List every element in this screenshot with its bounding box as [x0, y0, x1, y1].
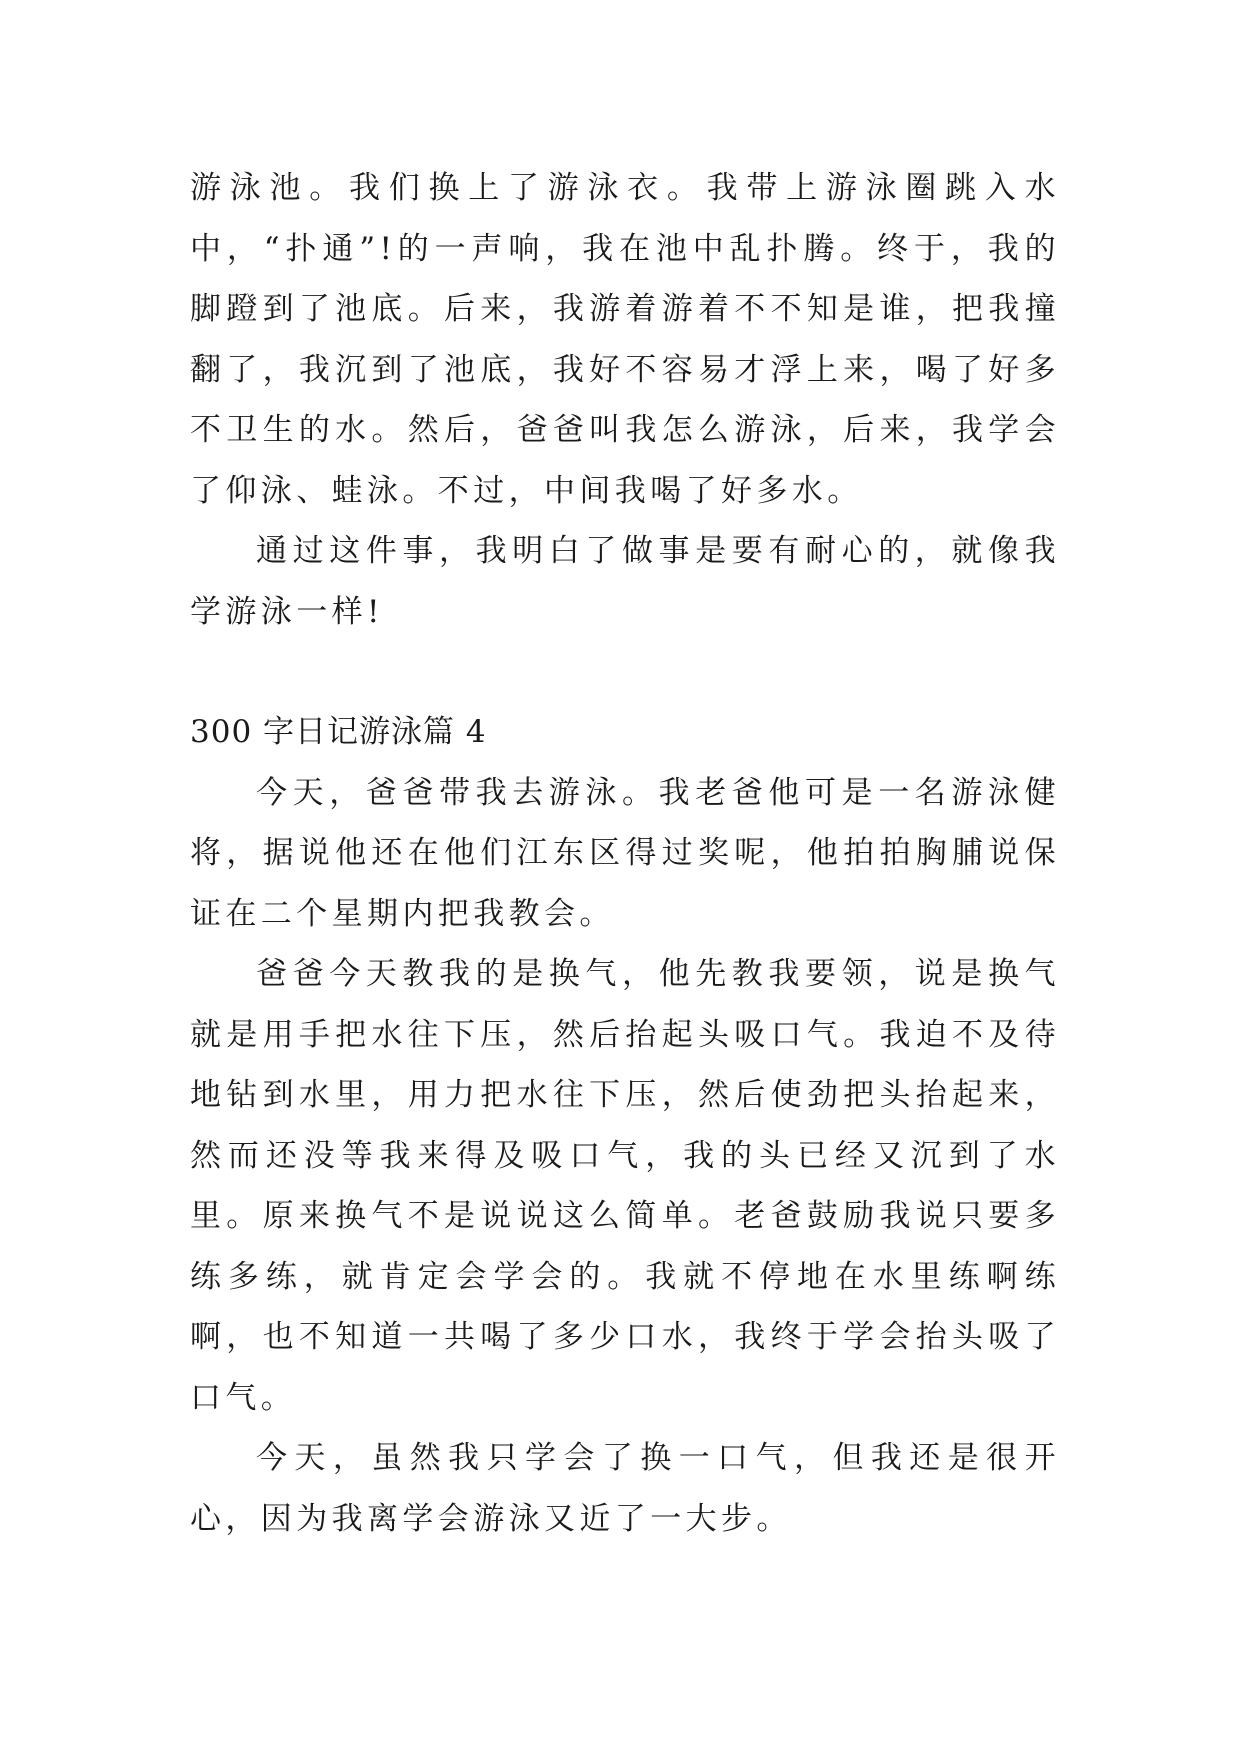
- paragraph-closing: 今天，虽然我只学会了换一口气，但我还是很开心，因为我离学会游泳又近了一大步。: [190, 1440, 1060, 1537]
- paragraph-conclusion: 通过这件事，我明白了做事是要有耐心的，就像我学游泳一样!: [190, 533, 1060, 630]
- document-body: [190, 158, 1060, 1549]
- section-heading: 300 字日记游泳篇 4: [190, 714, 487, 750]
- paragraph-continued: 游泳池。我们换上了游泳衣。我带上游泳圈跳入水中，“扑通”!的一声响，我在池中乱扑腾。终于，我的脚蹬到了池底。后来，我游着游着不不知是谁，把我撞翻了，我沉到了池底，我好不容易才浮上来，喝了好多不卫生的水。然后，爸爸叫我怎么游泳，后来，我学会了仰泳、蛙泳。不过，中间我喝了好多水。: [190, 170, 1060, 509]
- paragraph-body: 爸爸今天教我的是换气，他先教我要领，说是换气就是用手把水往下压，然后抬起头吸口气。我迫不及待地钻到水里，用力把水往下压，然后使劲把头抬起来，然而还没等我来得及吸口气，我的头已经又沉到了水里。原来换气不是说说这么简单。老爸鼓励我说只要多练多练，就肯定会学会的。我就不停地在水里练啊练啊，也不知道一共喝了多少口水，我终于学会抬头吸了口气。: [190, 956, 1060, 1416]
- paragraph-intro: 今天，爸爸带我去游泳。我老爸他可是一名游泳健将，据说他还在他们江东区得过奖呢，他拍拍胸脯说保证在二个星期内把我教会。: [190, 774, 1060, 932]
